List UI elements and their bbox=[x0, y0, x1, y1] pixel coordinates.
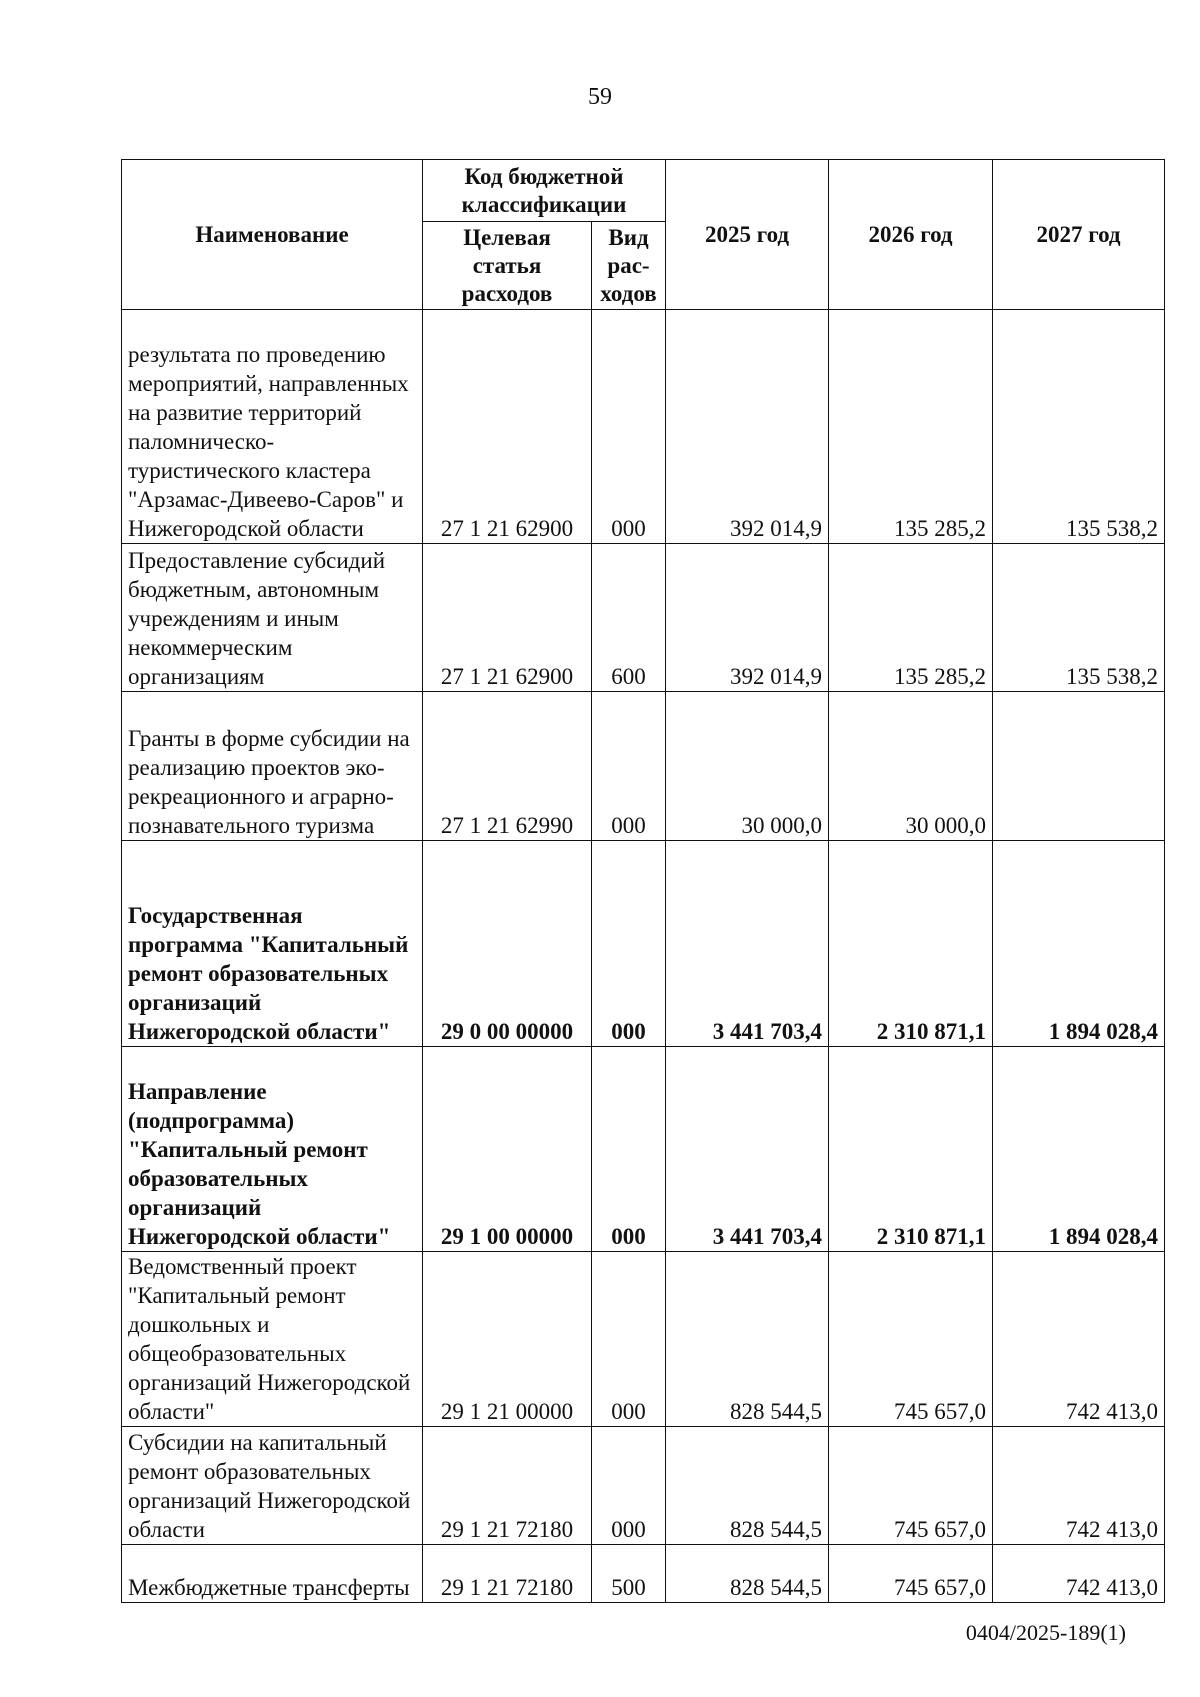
table-row bbox=[122, 310, 1165, 544]
row-code: 29 1 00 00000 bbox=[423, 1047, 592, 1252]
row-code: 29 1 21 00000 bbox=[423, 1252, 592, 1427]
row-2025: 392 014,9 bbox=[666, 310, 829, 544]
row-type: 000 bbox=[592, 1252, 666, 1427]
row-2025: 828 544,5 bbox=[666, 1427, 829, 1545]
row-2025: 828 544,5 bbox=[666, 1252, 829, 1427]
row-2025: 3 441 703,4 bbox=[666, 1047, 829, 1252]
row-type: 000 bbox=[592, 841, 666, 1047]
page-number: 59 bbox=[588, 84, 612, 110]
row-2026: 2 310 871,1 bbox=[829, 1047, 993, 1252]
row-2026: 2 310 871,1 bbox=[829, 841, 993, 1047]
row-name: Предоставление субсидий бюджетным, автономным учреждениям и иным некоммерческим организациям bbox=[122, 544, 423, 692]
table-row bbox=[122, 841, 1165, 1047]
row-name: результата по проведению мероприятий, направленных на развитие территорий паломническо-туристического кластера "Арзамас-Дивеево-Саров" и Нижегородской области bbox=[122, 310, 423, 544]
header-2027: 2027 год bbox=[993, 160, 1165, 310]
row-2026: 30 000,0 bbox=[829, 692, 993, 841]
row-name: Гранты в форме субсидии на реализацию проектов эко-рекреационного и аграрно-познавательного туризма bbox=[122, 692, 423, 841]
row-type: 000 bbox=[592, 1047, 666, 1252]
row-name: Ведомственный проект "Капитальный ремонт дошкольных и общеобразовательных организаций Нижегородской области" bbox=[122, 1252, 423, 1427]
table-row bbox=[122, 544, 1165, 692]
row-2025: 30 000,0 bbox=[666, 692, 829, 841]
row-code: 27 1 21 62900 bbox=[423, 544, 592, 692]
row-type: 500 bbox=[592, 1545, 666, 1603]
row-2025: 392 014,9 bbox=[666, 544, 829, 692]
row-name: Межбюджетные трансферты bbox=[122, 1545, 423, 1603]
table-row bbox=[122, 1427, 1165, 1545]
header-2025: 2025 год bbox=[666, 160, 829, 310]
document-code: 0404/2025-189(1) bbox=[965, 1620, 1126, 1645]
header-target-article: Целевая статья расходов bbox=[423, 222, 592, 310]
row-2026: 135 285,2 bbox=[829, 310, 993, 544]
budget-table bbox=[121, 159, 1165, 1603]
row-name: Субсидии на капитальный ремонт образовательных организаций Нижегородской области bbox=[122, 1427, 423, 1545]
row-type: 600 bbox=[592, 544, 666, 692]
row-2025: 828 544,5 bbox=[666, 1545, 829, 1603]
table-row bbox=[122, 692, 1165, 841]
table-row bbox=[122, 1047, 1165, 1252]
row-2027: 1 894 028,4 bbox=[993, 1047, 1165, 1252]
row-2026: 135 285,2 bbox=[829, 544, 993, 692]
row-2027: 742 413,0 bbox=[993, 1545, 1165, 1603]
row-2027: 742 413,0 bbox=[993, 1427, 1165, 1545]
row-code: 29 1 21 72180 bbox=[423, 1545, 592, 1603]
row-code: 27 1 21 62900 bbox=[423, 310, 592, 544]
header-expense-type: Вид рас-ходов bbox=[592, 222, 666, 310]
row-2026: 745 657,0 bbox=[829, 1252, 993, 1427]
header-name: Наименование bbox=[122, 160, 423, 310]
row-2027: 1 894 028,4 bbox=[993, 841, 1165, 1047]
row-2025: 3 441 703,4 bbox=[666, 841, 829, 1047]
row-code: 29 0 00 00000 bbox=[423, 841, 592, 1047]
row-code: 29 1 21 72180 bbox=[423, 1427, 592, 1545]
row-2027: 742 413,0 bbox=[993, 1252, 1165, 1427]
header-2026: 2026 год bbox=[829, 160, 993, 310]
row-code: 27 1 21 62990 bbox=[423, 692, 592, 841]
row-2027: 135 538,2 bbox=[993, 310, 1165, 544]
header-budget-code: Код бюджетной классификации bbox=[423, 160, 666, 222]
row-name: Государственная программа "Капитальный ремонт образовательных организаций Нижегородской области" bbox=[122, 841, 423, 1047]
row-2026: 745 657,0 bbox=[829, 1427, 993, 1545]
row-2027 bbox=[993, 692, 1165, 841]
table-row bbox=[122, 1252, 1165, 1427]
row-type: 000 bbox=[592, 310, 666, 544]
row-2026: 745 657,0 bbox=[829, 1545, 993, 1603]
row-type: 000 bbox=[592, 1427, 666, 1545]
row-name: Направление (подпрограмма) "Капитальный ремонт образовательных организаций Нижегородской области" bbox=[122, 1047, 423, 1252]
row-type: 000 bbox=[592, 692, 666, 841]
row-2027: 135 538,2 bbox=[993, 544, 1165, 692]
table-row bbox=[122, 1545, 1165, 1603]
